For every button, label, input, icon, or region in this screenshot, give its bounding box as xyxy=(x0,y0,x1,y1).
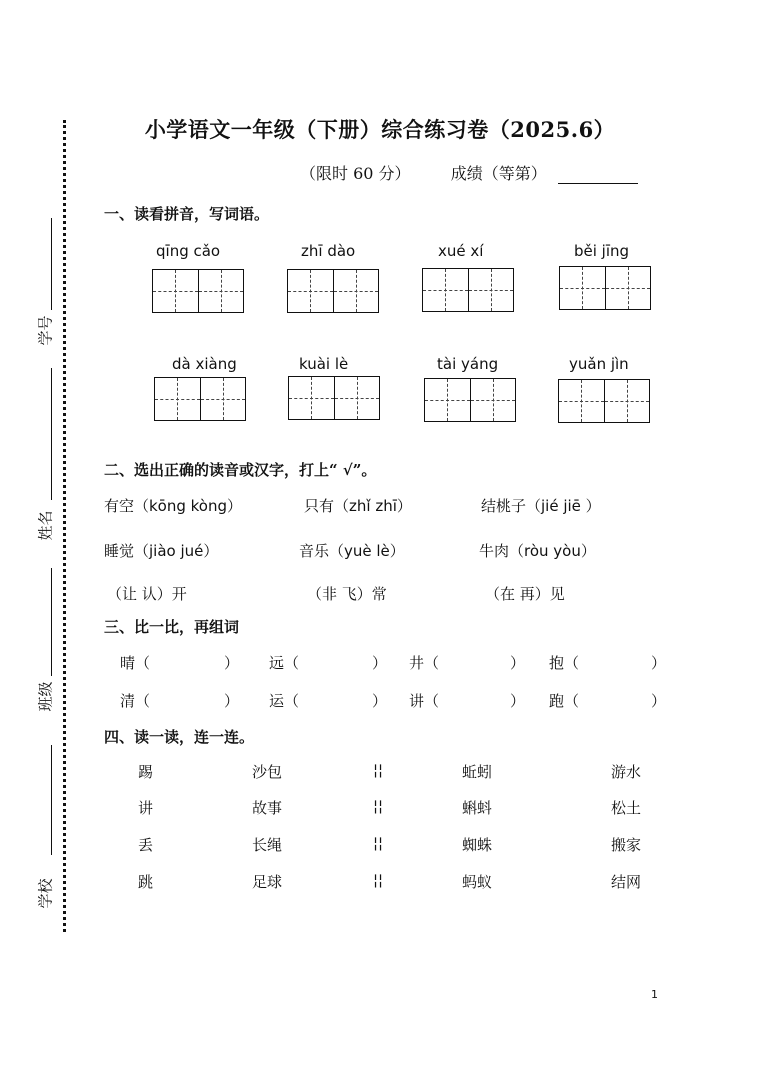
compare-close: ） xyxy=(224,692,240,710)
choice-item[interactable]: （非 飞）常 xyxy=(307,585,387,603)
match-item-animal[interactable]: 蝌蚪 xyxy=(462,799,493,817)
compare-char: 跑（ xyxy=(549,692,580,710)
compare-char: 晴（ xyxy=(120,654,151,672)
match-item-action[interactable]: 结网 xyxy=(611,873,642,891)
compare-close: ） xyxy=(651,654,667,672)
writing-grid[interactable] xyxy=(422,268,514,312)
choice-item[interactable]: 音乐（yuè lè） xyxy=(299,542,405,560)
match-item-verb[interactable]: 跳 xyxy=(138,873,154,891)
writing-grid[interactable] xyxy=(152,269,244,313)
name-line-upper xyxy=(51,368,52,500)
compare-char: 井（ xyxy=(409,654,440,672)
pinyin-label: běi jīng xyxy=(574,242,630,260)
choice-item[interactable]: （在 再）见 xyxy=(485,585,565,603)
divider-mark: ¦¦ xyxy=(373,797,384,815)
pinyin-label: tài yáng xyxy=(437,355,499,373)
pinyin-label: qīng cǎo xyxy=(156,242,221,260)
match-item-action[interactable]: 松土 xyxy=(611,799,642,817)
time-limit: （限时 60 分） xyxy=(300,164,411,183)
writing-grid[interactable] xyxy=(559,266,651,310)
compare-char: 抱（ xyxy=(549,654,580,672)
divider-mark: ¦¦ xyxy=(373,761,384,779)
section3-heading: 三、比一比，再组词 xyxy=(104,618,240,636)
school-line-upper xyxy=(51,745,52,855)
compare-char: 远（ xyxy=(269,654,300,672)
student-id-line xyxy=(51,218,52,310)
match-item-action[interactable]: 游水 xyxy=(611,763,642,781)
choice-item[interactable]: （让 认）开 xyxy=(107,585,187,603)
compare-close: ） xyxy=(372,654,388,672)
pinyin-label: zhī dào xyxy=(301,242,356,260)
score-label: 成绩（等第） xyxy=(450,164,547,183)
writing-grid[interactable] xyxy=(154,377,246,421)
match-item-noun[interactable]: 故事 xyxy=(252,799,283,817)
match-item-noun[interactable]: 足球 xyxy=(252,873,283,891)
match-item-noun[interactable]: 长绳 xyxy=(252,836,283,854)
pinyin-label: xué xí xyxy=(438,242,484,260)
class-label: 班级 xyxy=(36,681,55,712)
match-item-verb[interactable]: 踢 xyxy=(138,763,154,781)
divider-mark: ¦¦ xyxy=(373,834,384,852)
page-number: 1 xyxy=(651,988,658,1001)
writing-grid[interactable] xyxy=(288,376,380,420)
match-item-animal[interactable]: 蚂蚁 xyxy=(462,873,493,891)
compare-close: ） xyxy=(372,692,388,710)
name-label: 姓名 xyxy=(36,510,55,541)
section2-heading: 二、选出正确的读音或汉字，打上“ √”。 xyxy=(104,461,377,479)
school-label: 学校 xyxy=(36,878,55,909)
exam-info xyxy=(300,161,638,184)
score-blank[interactable] xyxy=(558,167,638,184)
choice-item[interactable]: 睡觉（jiào jué） xyxy=(104,542,219,560)
writing-grid[interactable] xyxy=(424,378,516,422)
student-id-label: 学号 xyxy=(36,315,55,346)
binding-dotted-line xyxy=(63,120,66,932)
choice-item[interactable]: 有空（kōng kòng） xyxy=(104,497,243,515)
section1-heading: 一、读看拼音，写词语。 xyxy=(104,205,270,223)
compare-char: 运（ xyxy=(269,692,300,710)
match-item-animal[interactable]: 蜘蛛 xyxy=(462,836,493,854)
match-item-noun[interactable]: 沙包 xyxy=(252,763,283,781)
page-title: 小学语文一年级（下册）综合练习卷（2025.6） xyxy=(144,117,616,142)
choice-item[interactable]: 结桃子（jié jiē ） xyxy=(481,497,601,515)
class-line-upper xyxy=(51,568,52,676)
match-item-action[interactable]: 搬家 xyxy=(611,836,642,854)
writing-grid[interactable] xyxy=(287,269,379,313)
pinyin-label: yuǎn jìn xyxy=(569,355,629,373)
section4-heading: 四、读一读，连一连。 xyxy=(104,728,255,746)
choice-item[interactable]: 只有（zhǐ zhī） xyxy=(304,497,412,515)
compare-close: ） xyxy=(651,692,667,710)
compare-close: ） xyxy=(510,692,526,710)
compare-close: ） xyxy=(510,654,526,672)
compare-char: 讲（ xyxy=(409,692,440,710)
pinyin-label: dà xiàng xyxy=(172,355,237,373)
match-item-verb[interactable]: 讲 xyxy=(138,799,154,817)
match-item-animal[interactable]: 蚯蚓 xyxy=(462,763,493,781)
compare-char: 清（ xyxy=(120,692,151,710)
compare-close: ） xyxy=(224,654,240,672)
pinyin-label: kuài lè xyxy=(299,355,349,373)
divider-mark: ¦¦ xyxy=(373,871,384,889)
match-item-verb[interactable]: 丢 xyxy=(138,836,154,854)
writing-grid[interactable] xyxy=(558,379,650,423)
choice-item[interactable]: 牛肉（ròu yòu） xyxy=(479,542,596,560)
